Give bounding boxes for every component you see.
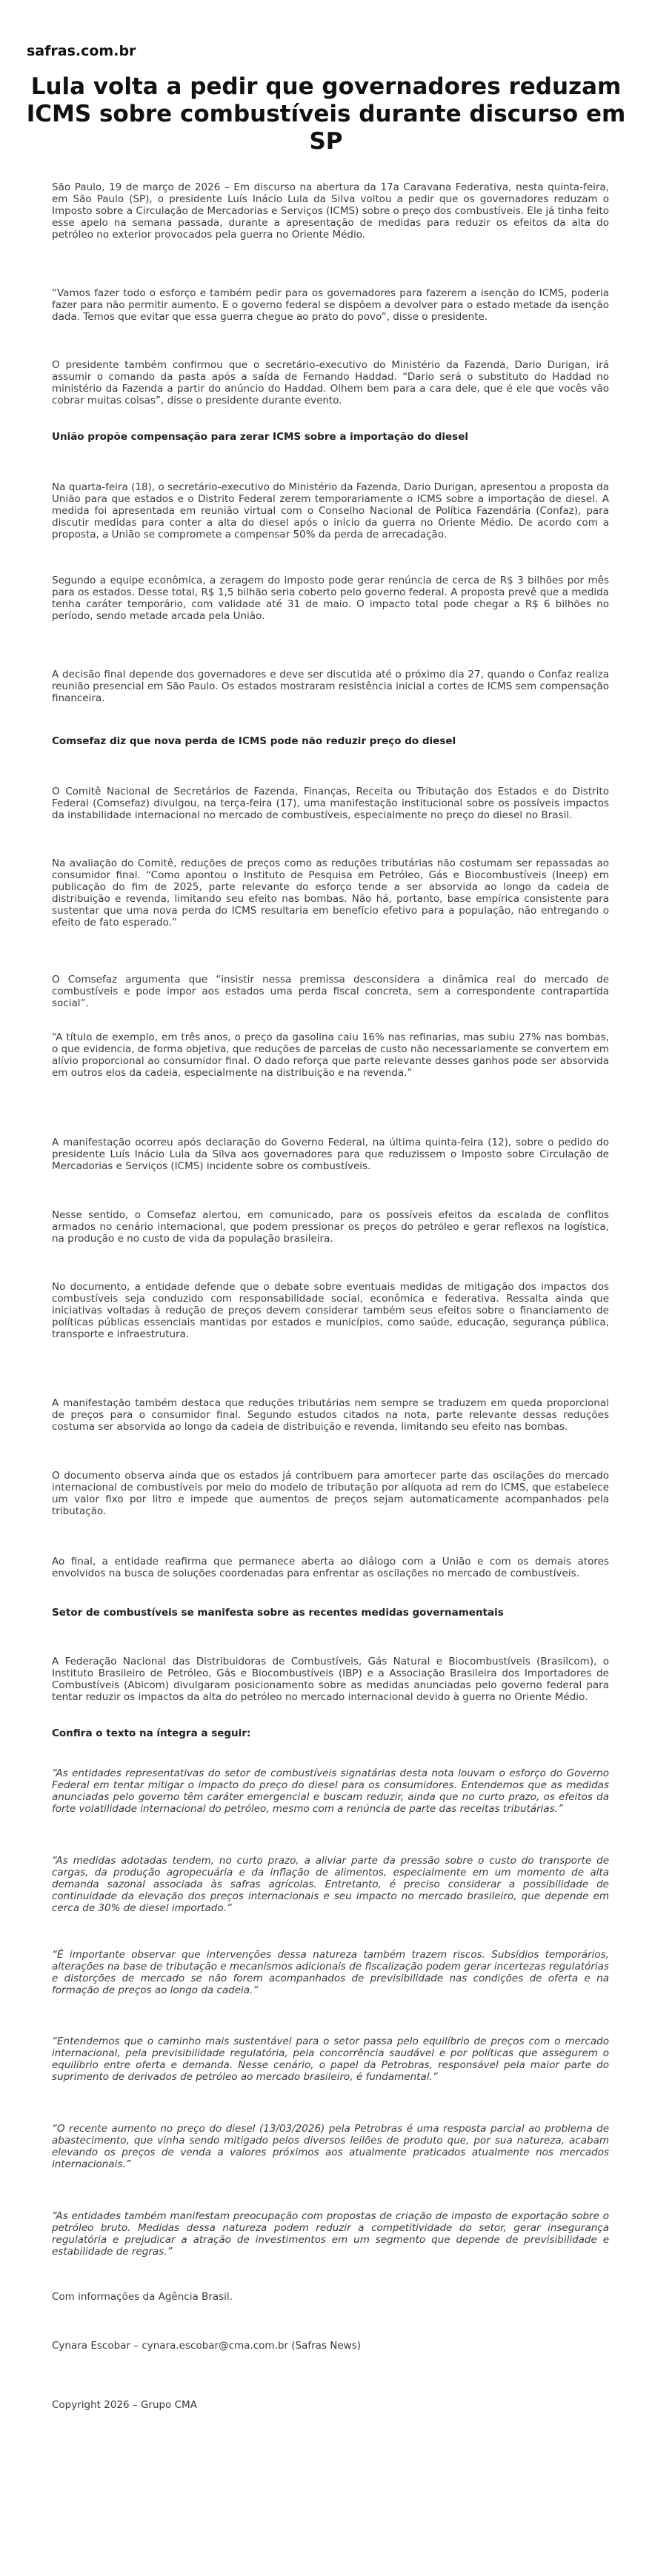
paragraph: “A título de exemplo, em três anos, o preço da gasolina caiu 16% nas refinarias, mas subiu 27% nas bombas, o que evidencia, de forma objetiva, que reduções de parcelas de custo não necessariamente se convertem em alívio proporcional ao consumidor final. O dado reforça que parte relevante desses ganhos pode ser absorvida em outros elos da cadeia, especialmente na distribuição e na revenda.” bbox=[52, 1031, 609, 1079]
paragraph: No documento, a entidade defende que o debate sobre eventuais medidas de mitigação dos impactos dos combustíveis seja conduzido com responsabilidade social, econômica e federativa. Ressalta ainda que iniciativas voltadas à redução de preços devem considerar também seus efeitos sobre o financiamento de políticas públicas essenciais mantidas por estados e municípios, como saúde, educação, segurança pública, transporte e infraestrutura. bbox=[52, 1281, 609, 1340]
paragraph: A manifestação também destaca que reduções tributárias nem sempre se traduzem em queda proporcional de preços para o consumidor final. Segundo estudos citados na nota, parte relevante dessas reduções costuma ser absorvida ao longo da cadeia de distribuição e revenda, limitando seu efeito nas bombas. bbox=[52, 1397, 609, 1433]
paragraph: São Paulo, 19 de março de 2026 – Em discurso na abertura da 17a Caravana Federativa, nesta quinta-feira, em São Paulo (SP), o presidente Luís Inácio Lula da Silva voltou a pedir que os governadores reduzam o Imposto sobre a Circulação de Mercadorias e Serviços (ICMS) sobre o preço dos combustíveis. Ele já tinha feito esse apelo na semana passada, durante a apresentação de medidas para reduzir os efeitos da alta do petróleo no exterior provocados pela guerra no Oriente Médio. bbox=[52, 181, 609, 241]
section-heading: Comsefaz diz que nova perda de ICMS pode não reduzir preço do diesel bbox=[52, 735, 456, 747]
source-note: Com informações da Agência Brasil. bbox=[52, 2291, 233, 2303]
author-line: Cynara Escobar – cynara.escobar@cma.com.br (Safras News) bbox=[52, 2340, 362, 2352]
paragraph: A manifestação ocorreu após declaração do Governo Federal, na última quinta-feira (12), sobre o pedido do presidente Luís Inácio Lula da Silva aos governadores para que reduzissem o Imposto sobre Circulação de Mercadorias e Serviços (ICMS) incidente sobre os combustíveis. bbox=[52, 1137, 609, 1172]
paragraph: A Federação Nacional das Distribuidoras de Combustíveis, Gás Natural e Biocombustíveis (Brasilcom), o Instituto Brasileiro de Petróleo, Gás e Biocombustíveis (IBP) e a Associação Brasileira dos Importadores de Combustíveis (Abicom) divulgaram posicionamento sobre as medidas anunciadas pelo governo federal para tentar reduzir os impactos da alta do petróleo no mercado internacional devido à guerra no Oriente Médio. bbox=[52, 1656, 609, 1703]
paragraph: Nesse sentido, o Comsefaz alertou, em comunicado, para os possíveis efeitos da escalada de conflitos armados no cenário internacional, que podem pressionar os preços do petróleo e gerar reflexos na logística, na produção e no custo de vida da população brasileira. bbox=[52, 1209, 609, 1245]
paragraph: Ao final, a entidade reafirma que permanece aberta ao diálogo com a União e com os demais atores envolvidos na busca de soluções coordenadas para enfrentar as oscilações no mercado de combustíveis. bbox=[52, 1556, 609, 1579]
paragraph: O Comitê Nacional de Secretários de Fazenda, Finanças, Receita ou Tributação dos Estados e do Distrito Federal (Comsefaz) divulgou, na terça-feira (17), uma manifestação institucional sobre os possíveis impactos da instabilidade internacional no mercado de combustíveis, especialmente no preço do diesel no Brasil. bbox=[52, 786, 609, 821]
quote-paragraph: “Entendemos que o caminho mais sustentável para o setor passa pelo equilíbrio de preços com o mercado internacional, pela previsibilidade regulatória, pela concorrência saudável e por políticas que assegurem o equilíbrio entre oferta e demanda. Nesse cenário, o papel da Petrobras, responsável pela maior parte do suprimento de derivados de petróleo ao mercado brasileiro, é fundamental.” bbox=[52, 2035, 609, 2083]
page-title: Lula volta a pedir que governadores reduzam ICMS sobre combustíveis durante discurso em SP bbox=[26, 73, 626, 155]
paragraph: O presidente também confirmou que o secretário-executivo do Ministério da Fazenda, Dario Durigan, irá assumir o comando da pasta após a saída de Fernando Haddad. “Dario será o substituto do Haddad no ministério da Fazenda a partir do anúncio do Haddad. Olhem bem para a cara dele, que é ele que vocês vão cobrar muitas coisas”, disse o presidente durante evento. bbox=[52, 359, 609, 407]
site-name[interactable]: safras.com.br bbox=[27, 43, 136, 59]
quote-paragraph: “É importante observar que intervenções dessa natureza também trazem riscos. Subsídios temporários, alterações na base de tributação e mecanismos adicionais de fiscalização podem gerar incertezas regulatórias e distorções de mercado se não forem acompanhados de previsibilidade nas condições de oferta e na formação de preços ao longo da cadeia.” bbox=[52, 1949, 609, 1996]
paragraph: Na quarta-feira (18), o secretário-executivo do Ministério da Fazenda, Dario Durigan, apresentou a proposta da União para que estados e o Distrito Federal zerem temporariamente o ICMS sobre a importação de diesel. A medida foi apresentada em reunião virtual com o Conselho Nacional de Política Fazendária (Confaz), para discutir medidas para conter a alta do diesel após o início da guerra no Oriente Médio. De acordo com a proposta, a União se compromete a compensar 50% da perda de arrecadação. bbox=[52, 481, 609, 541]
paragraph: Segundo a equipe econômica, a zeragem do imposto pode gerar renúncia de cerca de R$ 3 bilhões por mês para os estados. Desse total, R$ 1,5 bilhão seria coberto pelo governo federal. A proposta prevê que a medida tenha caráter temporário, com validade até 31 de maio. O impacto total pode chegar a R$ 6 bilhões no período, sendo metade arcada pela União. bbox=[52, 575, 609, 622]
section-heading: União propõe compensação para zerar ICMS sobre a importação do diesel bbox=[52, 431, 468, 443]
quote-paragraph: “O recente aumento no preço do diesel (13/03/2026) pela Petrobras é uma resposta parcial ao problema de abastecimento, que vinha sendo mitigado pelos diversos leilões de produto que, por sua natureza, acabam elevando os preços de venda a valores próximos aos atualmente praticados atualmente nos mercados internacionais.” bbox=[52, 2123, 609, 2170]
section-heading: Confira o texto na íntegra a seguir: bbox=[52, 1727, 251, 1739]
copyright: Copyright 2026 – Grupo CMA bbox=[52, 2399, 197, 2411]
section-heading: Setor de combustíveis se manifesta sobre as recentes medidas governamentais bbox=[52, 1607, 504, 1619]
paragraph: O Comsefaz argumenta que “insistir nessa premissa desconsidera a dinâmica real do mercado de combustíveis e pode impor aos estados uma perda fiscal concreta, sem a correspondente contrapartida social”. bbox=[52, 974, 609, 1009]
quote-paragraph: “As entidades representativas do setor de combustíveis signatárias desta nota louvam o esforço do Governo Federal em tentar mitigar o impacto do preço do diesel para os consumidores. Entendemos que as medidas anunciadas pelo governo têm caráter emergencial e buscam reduzir, ainda que no curto prazo, os efeitos da forte volatilidade internacional do petróleo, mesmo com a renúncia de parte das receitas tributárias.” bbox=[52, 1767, 609, 1815]
paragraph: A decisão final depende dos governadores e deve ser discutida até o próximo dia 27, quando o Confaz realiza reunião presencial em São Paulo. Os estados mostraram resistência inicial a cortes de ICMS sem compensação financeira. bbox=[52, 669, 609, 704]
paragraph: Na avaliação do Comitê, reduções de preços como as reduções tributárias não costumam ser repassadas ao consumidor final. “Como apontou o Instituto de Pesquisa em Petróleo, Gás e Biocombustíveis (Ineep) em publicação do fim de 2025, parte relevante do esforço tende a ser absorvida ao longo da cadeia de distribuição e revenda, limitando seu efeito nas bombas. Não há, portanto, base empírica consistente para sustentar que uma nova perda do ICMS resultaria em benefício efetivo para a população, não entregando o efeito de fato esperado.” bbox=[52, 857, 609, 929]
quote-paragraph: “As entidades também manifestam preocupação com propostas de criação de imposto de exportação sobre o petróleo bruto. Medidas dessa natureza podem reduzir a competitividade do setor, gerar insegurança regulatória e prejudicar a atração de investimentos em um segmento que depende de previsibilidade e estabilidade de regras.” bbox=[52, 2210, 609, 2258]
paragraph: “Vamos fazer todo o esforço e também pedir para os governadores para fazerem a isenção do ICMS, poderia fazer para não permitir aumento. E o governo federal se dispõem a devolver para o estado metade da isenção dada. Temos que evitar que essa guerra chegue ao prato do povo”, disse o presidente. bbox=[52, 287, 609, 323]
paragraph: O documento observa ainda que os estados já contribuem para amortecer parte das oscilações do mercado internacional de combustíveis por meio do modelo de tributação por alíquota ad rem do ICMS, que estabelece um valor fixo por litro e impede que aumentos de preços sejam automaticamente acompanhados pela tributação. bbox=[52, 1470, 609, 1517]
quote-paragraph: “As medidas adotadas tendem, no curto prazo, a aliviar parte da pressão sobre o custo do transporte de cargas, da produção agropecuária e da inflação de alimentos, especialmente em um momento de alta demanda sazonal associada às safras agrícolas. Entretanto, é preciso considerar a possibilidade de continuidade da elevação dos preços internacionais e seu impacto no mercado brasileiro, que depende em cerca de 30% de diesel importado.” bbox=[52, 1855, 609, 1914]
